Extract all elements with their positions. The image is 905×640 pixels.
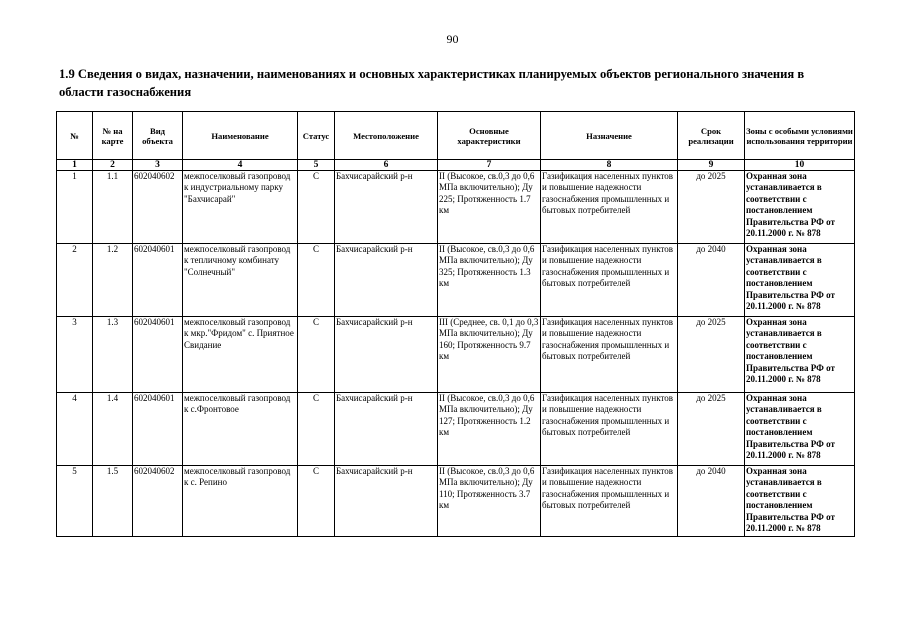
cell-object-type: 602040602 xyxy=(133,171,183,244)
cell-term: до 2040 xyxy=(678,244,745,317)
cell-purpose: Газификация населенных пунктов и повышение надежности газоснабжения промышленных и бытовых потребителей xyxy=(541,466,678,537)
cell-map-no: 1.2 xyxy=(93,244,133,317)
cell-object-type: 602040601 xyxy=(133,244,183,317)
col-header-map-no: № на карте xyxy=(93,112,133,160)
cell-location: Бахчисарайский р-н xyxy=(335,171,438,244)
cell-zones: Охранная зона устанавливается в соответствии с постановлением Правительства РФ от 20.11.2000 г. № 878 xyxy=(745,393,855,466)
cell-location: Бахчисарайский р-н xyxy=(335,393,438,466)
cell-location: Бахчисарайский р-н xyxy=(335,317,438,393)
cell-purpose: Газификация населенных пунктов и повышение надежности газоснабжения промышленных и бытовых потребителей xyxy=(541,317,678,393)
cell-map-no: 1.3 xyxy=(93,317,133,393)
cell-term: до 2025 xyxy=(678,317,745,393)
cell-map-no: 1.4 xyxy=(93,393,133,466)
cell-object-type: 602040602 xyxy=(133,466,183,537)
column-number-row xyxy=(57,160,855,171)
cell-map-no: 1.1 xyxy=(93,171,133,244)
cell-name: межпоселковый газопровод к с. Репино xyxy=(183,466,298,537)
cell-status: С xyxy=(298,393,335,466)
table-row xyxy=(57,466,855,537)
col-header-term: Срок реализации xyxy=(678,112,745,160)
table-row xyxy=(57,244,855,317)
col-header-no: № xyxy=(57,112,93,160)
cell-status: С xyxy=(298,317,335,393)
cell-no: 5 xyxy=(57,466,93,537)
cell-characteristics: II (Высокое, св.0,3 до 0,6 МПа включительно); Ду 325; Протяженность 1.3 км xyxy=(438,244,541,317)
column-number: 1 xyxy=(57,160,93,171)
col-header-name: Наименование xyxy=(183,112,298,160)
section-heading: 1.9 Сведения о видах, назначении, наименованиях и основных характеристиках планируемых объектов регионального значения в области газоснабжения xyxy=(59,67,805,99)
column-number: 6 xyxy=(335,160,438,171)
header-row xyxy=(57,112,855,160)
column-number: 8 xyxy=(541,160,678,171)
gas-objects-table xyxy=(56,111,855,537)
cell-map-no: 1.5 xyxy=(93,466,133,537)
cell-zones: Охранная зона устанавливается в соответствии с постановлением Правительства РФ от 20.11.2000 г. № 878 xyxy=(745,317,855,393)
table-row xyxy=(57,171,855,244)
cell-characteristics: II (Высокое, св.0,3 до 0,6 МПа включительно); Ду 127; Протяженность 1.2 км xyxy=(438,393,541,466)
page-number: 90 xyxy=(446,32,459,46)
cell-zones: Охранная зона устанавливается в соответствии с постановлением Правительства РФ от 20.11.2000 г. № 878 xyxy=(745,466,855,537)
cell-term: до 2025 xyxy=(678,171,745,244)
cell-object-type: 602040601 xyxy=(133,393,183,466)
column-number: 9 xyxy=(678,160,745,171)
col-header-object-type: Вид объекта xyxy=(133,112,183,160)
cell-purpose: Газификация населенных пунктов и повышение надежности газоснабжения промышленных и бытовых потребителей xyxy=(541,171,678,244)
cell-name: межпоселковый газопровод к с.Фронтовое xyxy=(183,393,298,466)
cell-no: 1 xyxy=(57,171,93,244)
cell-location: Бахчисарайский р-н xyxy=(335,244,438,317)
column-number: 4 xyxy=(183,160,298,171)
cell-no: 4 xyxy=(57,393,93,466)
column-number: 5 xyxy=(298,160,335,171)
cell-status: С xyxy=(298,244,335,317)
column-number: 3 xyxy=(133,160,183,171)
col-header-status: Статус xyxy=(298,112,335,160)
cell-characteristics: III (Среднее, св. 0,1 до 0,3 МПа включительно); Ду 160; Протяженность 9.7 км xyxy=(438,317,541,393)
cell-name: межпоселковый газопровод к мкр."Фридом" с. Приятное Свидание xyxy=(183,317,298,393)
column-number: 2 xyxy=(93,160,133,171)
cell-purpose: Газификация населенных пунктов и повышение надежности газоснабжения промышленных и бытовых потребителей xyxy=(541,244,678,317)
col-header-characteristics: Основные характеристики xyxy=(438,112,541,160)
cell-characteristics: II (Высокое, св.0,3 до 0,6 МПа включительно); Ду 110; Протяженность 3.7 км xyxy=(438,466,541,537)
cell-location: Бахчисарайский р-н xyxy=(335,466,438,537)
cell-term: до 2025 xyxy=(678,393,745,466)
col-header-purpose: Назначение xyxy=(541,112,678,160)
cell-name: межпоселковый газопровод к индустриальному парку "Бахчисарай" xyxy=(183,171,298,244)
column-number: 10 xyxy=(745,160,855,171)
cell-object-type: 602040601 xyxy=(133,317,183,393)
table-row xyxy=(57,393,855,466)
cell-no: 3 xyxy=(57,317,93,393)
cell-term: до 2040 xyxy=(678,466,745,537)
cell-name: межпоселковый газопровод к тепличному комбинату "Солнечный" xyxy=(183,244,298,317)
column-number: 7 xyxy=(438,160,541,171)
cell-purpose: Газификация населенных пунктов и повышение надежности газоснабжения промышленных и бытовых потребителей xyxy=(541,393,678,466)
cell-zones: Охранная зона устанавливается в соответствии с постановлением Правительства РФ от 20.11.2000 г. № 878 xyxy=(745,244,855,317)
table-row xyxy=(57,317,855,393)
cell-status: С xyxy=(298,171,335,244)
col-header-zones: Зоны с особыми условиями использования территории xyxy=(745,112,855,160)
cell-no: 2 xyxy=(57,244,93,317)
col-header-location: Местоположение xyxy=(335,112,438,160)
cell-zones: Охранная зона устанавливается в соответствии с постановлением Правительства РФ от 20.11.2000 г. № 878 xyxy=(745,171,855,244)
cell-characteristics: II (Высокое, св.0,3 до 0,6 МПа включительно); Ду 225; Протяженность 1.7 км xyxy=(438,171,541,244)
cell-status: С xyxy=(298,466,335,537)
